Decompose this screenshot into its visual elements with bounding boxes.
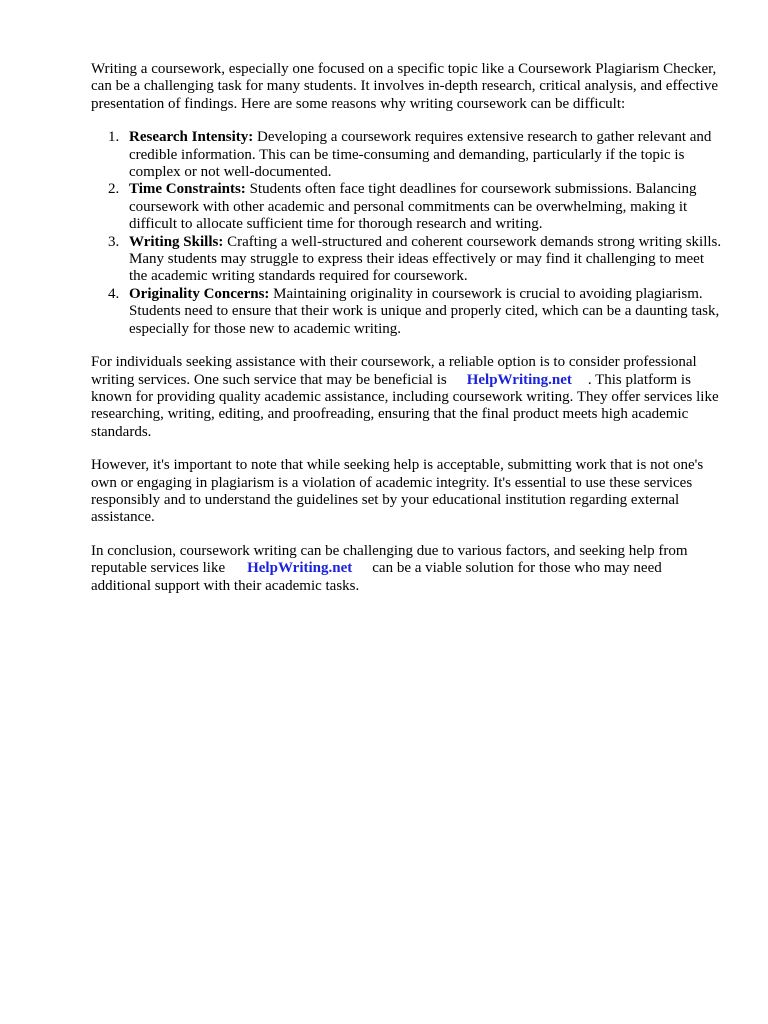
reasons-list: [91, 129, 723, 338]
reason-text: Crafting a well-structured and coherent coursework demands strong writing skills. Many students may struggle to express their ideas effectively or may find it challenging to meet the academic writing standards required for coursework.: [129, 233, 722, 285]
reason-term: Originality Concerns:: [129, 285, 270, 302]
conclusion-text-after: can be a viable solution for those who may need additional support with their academic tasks.: [91, 560, 662, 594]
intro-paragraph: Writing a coursework, especially one focused on a specific topic like a Coursework Plagiarism Checker, can be a challenging task for many students. It involves in-depth research, critical analysis, and effective presentation of findings. Here are some reasons why writing coursework can be difficult:: [91, 61, 718, 112]
assistance-paragraph: [91, 354, 723, 441]
assistance-text-after: . This platform is known for providing quality academic assistance, including coursework writing. They offer services like researching, writing, editing, and proofreading, ensuring that the final product meets high academic standards.: [91, 371, 719, 440]
reason-term: Time Constraints:: [129, 181, 246, 198]
list-item: [91, 129, 723, 181]
helpwriting-link[interactable]: HelpWriting.net: [466, 371, 572, 388]
list-number: 2.: [108, 181, 120, 198]
conclusion-paragraph: [91, 543, 723, 595]
helpwriting-link[interactable]: HelpWriting.net: [247, 560, 353, 577]
assistance-text-before: For individuals seeking assistance with their coursework, a reliable option is to consider professional writing services. One such service that may be beneficial is: [91, 354, 697, 388]
reason-term: Writing Skills:: [129, 233, 224, 250]
list-item: [91, 286, 723, 338]
reason-text: Students often face tight deadlines for coursework submissions. Balancing coursework with other academic and personal commitments can be overwhelming, making it difficult to allocate sufficient time for thorough research and writing.: [129, 181, 697, 233]
list-item: [91, 234, 723, 286]
list-number: 1.: [108, 129, 120, 146]
reason-text: Developing a coursework requires extensive research to gather relevant and credible information. This can be time-consuming and demanding, particularly if the topic is complex or not well-documented.: [129, 129, 712, 181]
conclusion-text-before: In conclusion, coursework writing can be challenging due to various factors, and seeking help from reputable services like: [91, 542, 688, 577]
document-page: [91, 61, 723, 611]
reason-term: Research Intensity:: [129, 129, 254, 146]
list-number: 4.: [108, 285, 120, 302]
reason-text: Maintaining originality in coursework is crucial to avoiding plagiarism. Students need to ensure that their work is unique and properly cited, which can be a daunting task, especially for those new to academic writing.: [129, 285, 720, 337]
list-item: [91, 181, 723, 233]
integrity-paragraph: However, it's important to note that while seeking help is acceptable, submitting work that is not one's own or engaging in plagiarism is a violation of academic integrity. It's essential to use these services responsibly and to understand the guidelines set by your educational institution regarding external assistance.: [91, 457, 704, 526]
list-number: 3.: [108, 233, 120, 250]
